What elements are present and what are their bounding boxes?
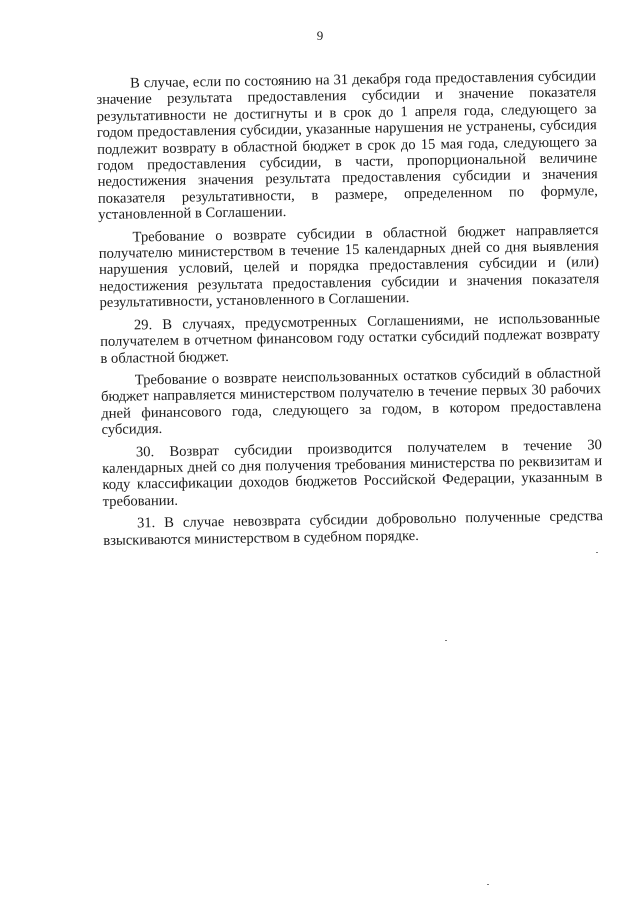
paragraph-clause-29: 29. В случаях, предусмотренных Соглашениями, не использованные получателем в отчетном финансовом году остатки субсидий подлежат возврату в областной бюджет. bbox=[100, 309, 601, 367]
paragraph-return-requirement: Требование о возврате субсидии в областной бюджет направляется получателю министерством в течение 15 календарных дней со дня выявления нарушения условий, целей и порядка предоставления субсидии и (или) недостижения результата предоставления субсидии и значения показателя результативности, установленного в Соглашении. bbox=[98, 221, 600, 312]
page-number: 9 bbox=[316, 28, 324, 43]
paragraph-unused-balance-requirement: Требование о возврате неиспользованных остатков субсидий в областной бюджет направляется министерством получателю в течение первых 30 рабочих дней финансового года, следующего за годом, в котором предоставлена субсидия. bbox=[100, 365, 602, 439]
document-body bbox=[96, 68, 603, 555]
paragraph-subsidy-return-conditions: В случае, если по состоянию на 31 декабря года предоставления субсидии значение результата предоставления субсидии и значение показателя результативности не достигнуты и в срок до 1 апреля года, следующего за годом предоставления субсидии, указанные нарушения не устранены, субсидия подлежит возврату в областной бюджет в срок до 15 мая года, следующего за годом предоставления субсидии, в части, пропорциональной величине недостижения значения результата предоставления субсидии и значения показателя результативности, в размере, определенном по формуле, установленной в Соглашении. bbox=[96, 68, 598, 224]
paragraph-clause-31: 31. В случае невозврата субсидии добровольно полученные средства взыскиваются министерством в судебном порядке. bbox=[103, 508, 604, 549]
scan-speck bbox=[487, 884, 489, 885]
scan-speck bbox=[596, 552, 598, 553]
paragraph-clause-30: 30. Возврат субсидии производится получателем в течение 30 календарных дней со дня получения требования министерства по реквизитам и коду классификации доходов бюджетов Российской Федерации, указанным в требовании. bbox=[102, 436, 603, 510]
scan-speck bbox=[445, 640, 447, 641]
